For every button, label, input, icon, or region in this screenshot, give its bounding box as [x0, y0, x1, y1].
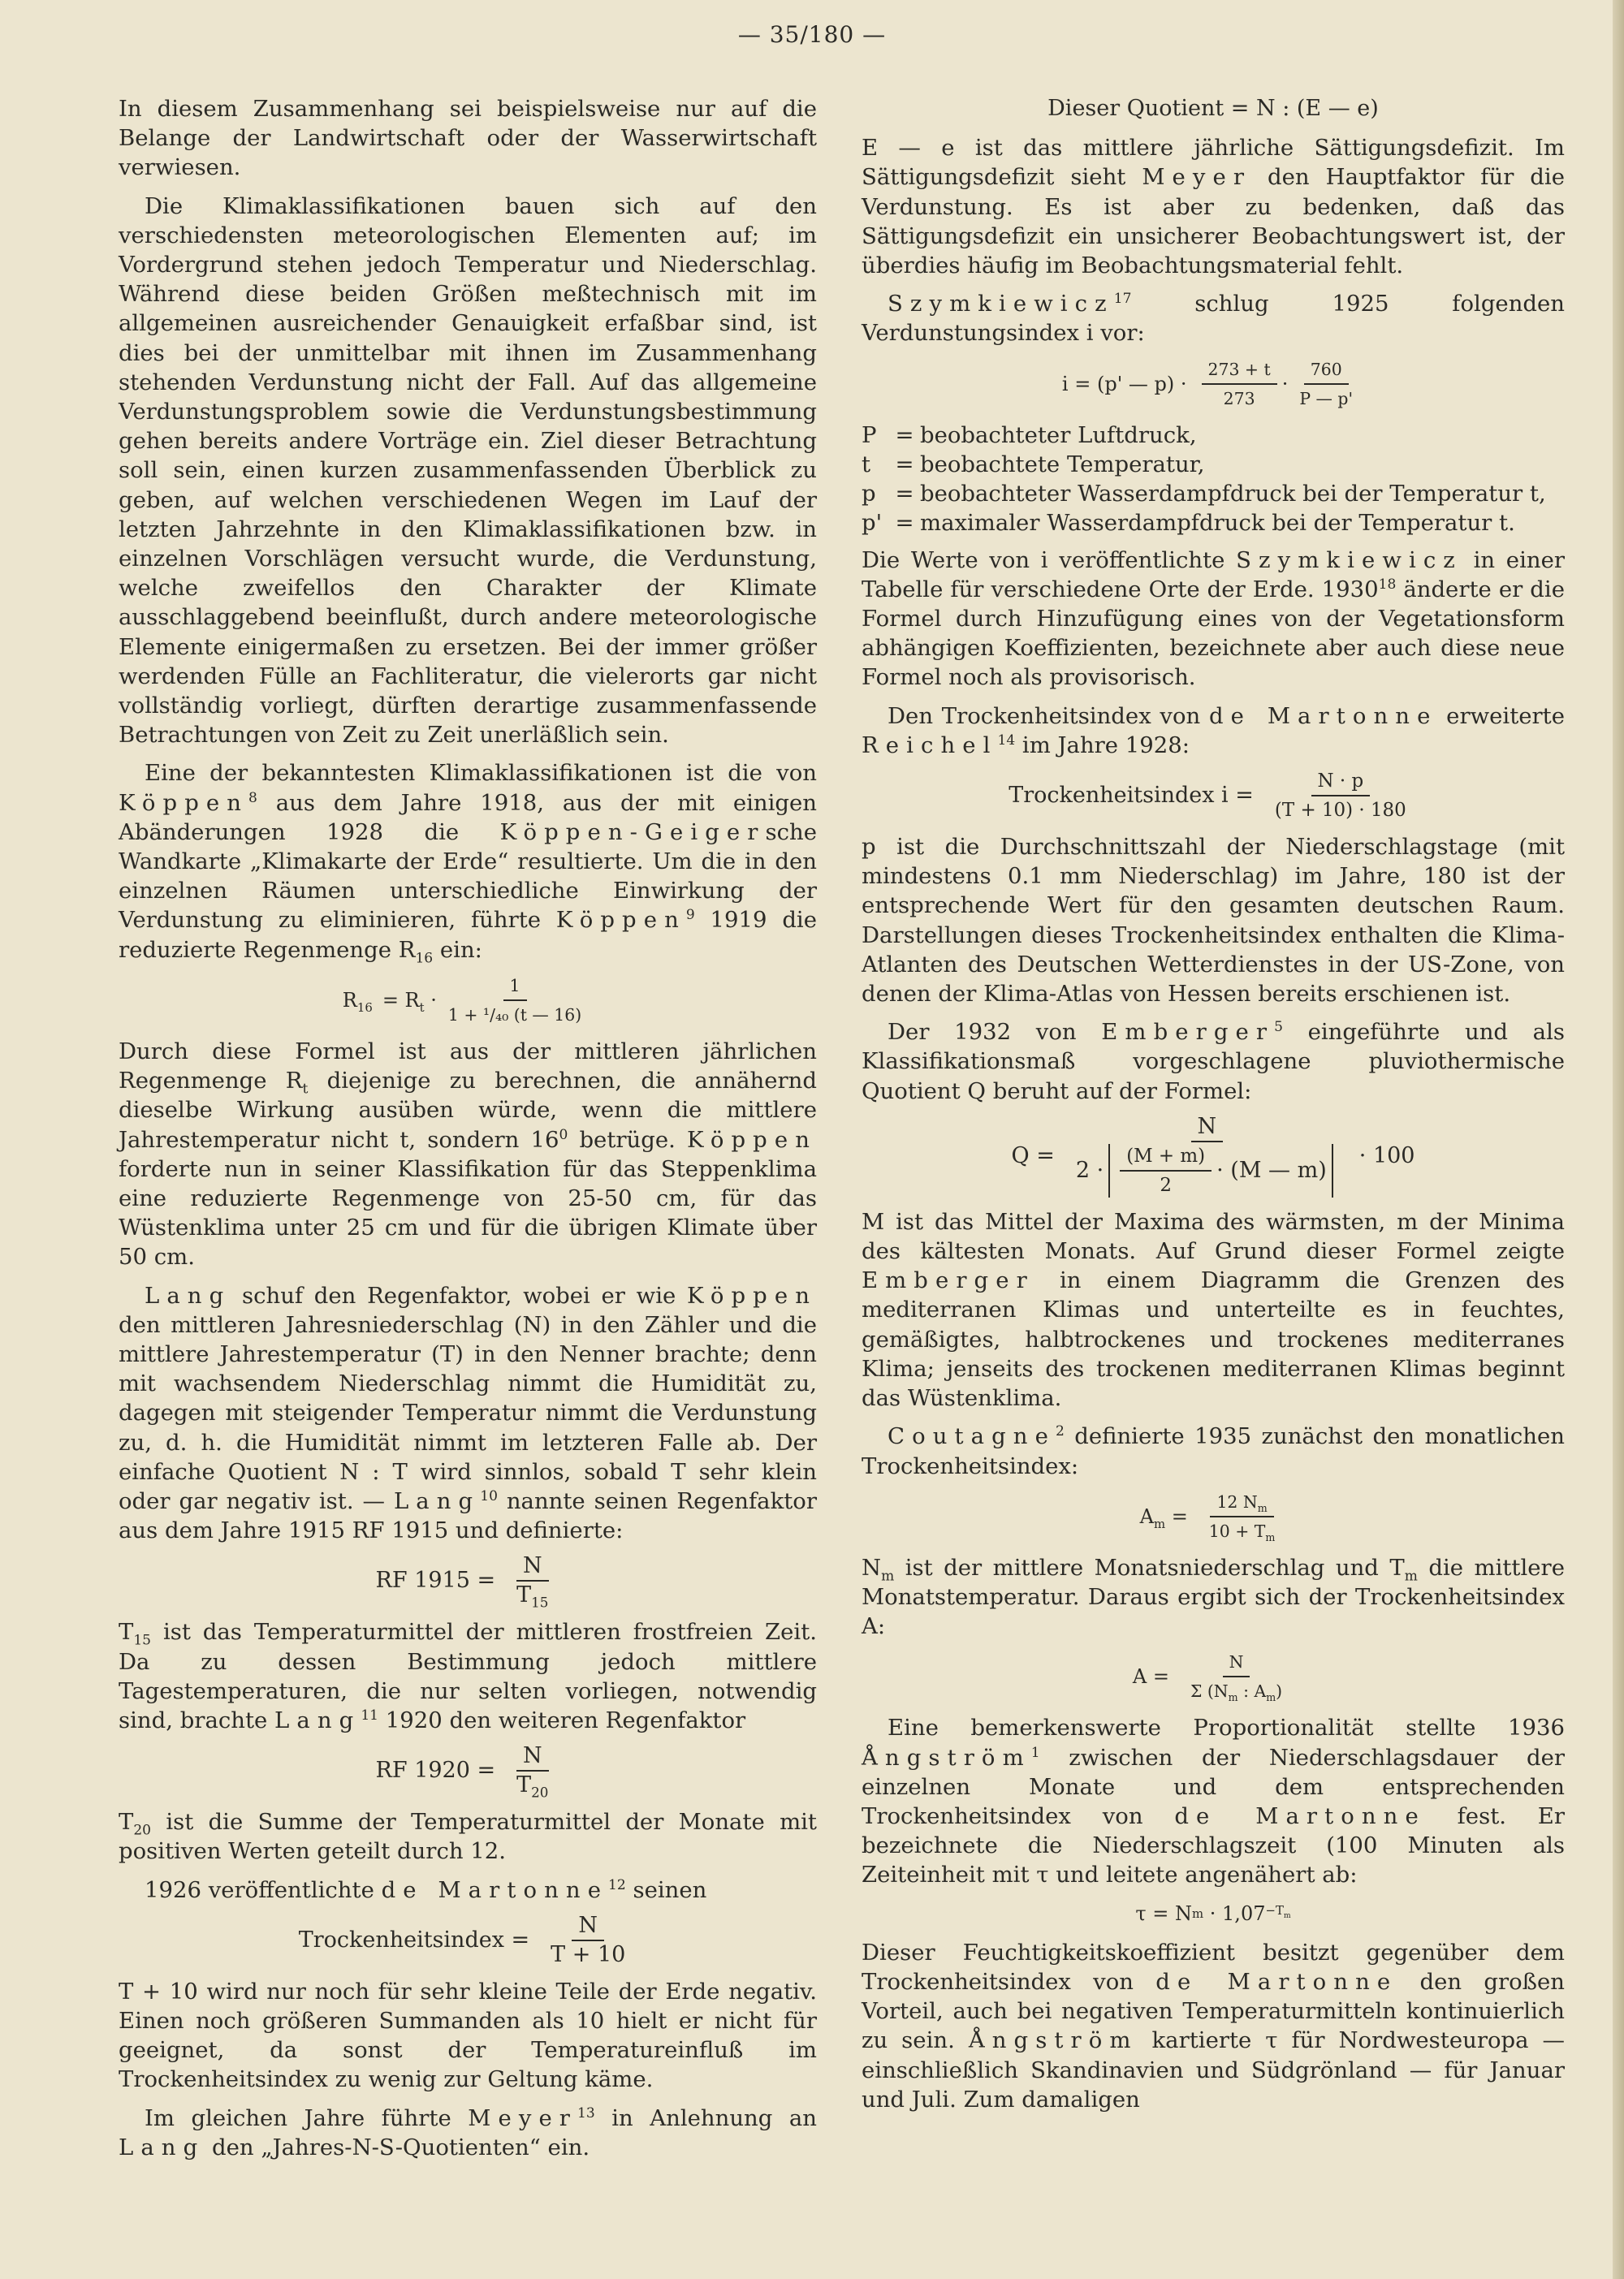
fraction: $\frac{N}{\Sigma (N_m : A_m)}$ [1184, 1650, 1289, 1703]
formula-rf-1915: RF 1915 = $\frac{N}{T_{15}}$ [119, 1554, 817, 1608]
paragraph: p ist die Durchschnittszahl der Niederschlagstage (mit mindestens 0.1 mm Niederschlag) im Jahre, 180 ist der entsprechende Wert für den gesamten deutschen Raum. Darstellungen dieses Trockenheitsindex enthalten die Klima-Atlanten des Deutschen Wetterdienstes in der US-Zone, von denen der Klima-Atlas von Hessen bereits erschienen ist. [862, 834, 1565, 1008]
author-name: Coutagne [888, 1423, 1056, 1450]
paragraph: Im gleichen Jahre führte Meyer$^{13}$ in Anlehnung an Lang den „Jahres-N-S-Quotienten“ ein. [119, 2104, 817, 2160]
author-name: Ångström [968, 2027, 1138, 2054]
footnote-ref: 13 [577, 2104, 595, 2121]
fraction: $\frac{1}{\text{1 + ¹/₄₀ (t — 16)}}$ [442, 973, 588, 1027]
paragraph: 1926 veröffentlichte de Martonne$^{12}$ seinen [145, 1876, 707, 1903]
footnote-ref: 11 [361, 1707, 378, 1724]
fraction: $\frac{N}{T_{20}}$ [516, 1743, 549, 1801]
formula-reduced-rain: $R_{16}$ = $R_t$ · $\frac{1}{\text{1 + ¹/₄₀ (t — 16)}}$ [119, 973, 817, 1027]
footnote-ref: 5 [1274, 1019, 1283, 1036]
author-name: Köppen [686, 1282, 817, 1309]
formula-trockenheitsindex: Trockenheitsindex = $\frac{N}{T + 10}$ [119, 1914, 817, 1967]
paragraph: Lang schuf den Regenfaktor, wobei er wie Köppen den mittleren Jahresniederschlag (N) in den Zähler und die mittlere Jahrestemperatur (T) in den Nenner brachte; denn mit wachsendem Niederschlag nimmt die Humidität zu, dagegen mit steigender Temperatur nimmt die Verdunstung zu, d. h. die Humidität nimmt im letzteren Falle ab. Der einfache Quotient N : T wird sinnlos, sobald T sehr klein oder gar negativ ist. — Lang$^{10}$ nannte seinen Regenfaktor aus dem Jahre 1915 RF 1915 und definierte: [119, 1282, 817, 1544]
fraction: $\frac{12 N_m}{10 + T_m}$ [1203, 1490, 1282, 1543]
right-column [862, 94, 1565, 2123]
definition-item: P = beobachteter Luftdruck, [862, 421, 1197, 448]
paragraph: Szymkiewicz$^{17}$ schlug 1925 folgenden Verdunstungsindex i vor: [862, 291, 1565, 347]
author-name: Szymkiewicz [1236, 546, 1462, 573]
definition-item: p = beobachteter Wasserdampfdruck bei der Temperatur t, [862, 480, 1546, 507]
paragraph: Den Trockenheitsindex von de Martonne erweiterte Reichel$^{14}$ im Jahre 1928: [862, 702, 1565, 758]
author-name: Lang [145, 1282, 231, 1309]
paragraph: Eine der bekanntesten Klimaklassifikationen ist die von Köppen$^8$ aus dem Jahre 1918, aus der mit einigen Abänderungen 1928 die Köppen-Geigersche Wandkarte „Klimakarte der Erde“ resultierte. Um die in den einzelnen Räumen unterschiedliche Einwirkung der Verdunstung zu eliminieren, führte Köppen$^9$ 1919 die reduzierte Regenmenge $R_{16}$ ein: [119, 760, 817, 967]
footnote-ref: 10 [480, 1487, 498, 1504]
formula-coutagne-annual: A = $\frac{N}{\Sigma (N_m : A_m)}$ [862, 1650, 1565, 1703]
paragraph: Eine bemerkenswerte Proportionalität stellte 1936 Ångström$^1$ zwischen der Niederschlagsdauer der einzelnen Monate und dem entsprechenden Trockenheitsindex von de Martonne fest. Er bezeichnete die Niederschlagszeit (100 Minuten als Zeiteinheit mit τ und leitete angenähert ab: [862, 1715, 1565, 1888]
fraction: $\frac{(M + m)}{2}$ [1120, 1144, 1212, 1198]
author-name: Emberger [1101, 1019, 1275, 1046]
definition-item: p' = maximaler Wasserdampfdruck bei der Temperatur t. [862, 509, 1515, 536]
formula-meyer-quotient: Dieser Quotient = N : (E — e) [1047, 96, 1379, 121]
author-name: de Martonne [1208, 702, 1438, 729]
author-name: de Martonne [1155, 1968, 1398, 1995]
footnote-ref: 2 [1055, 1423, 1065, 1440]
footnote-ref: 1 [1030, 1744, 1040, 1761]
author-name: Reichel [862, 732, 998, 758]
formula-rf-1920: RF 1920 = $\frac{N}{T_{20}}$ [119, 1744, 817, 1798]
footnote-ref: 9 [685, 907, 695, 924]
paragraph: M ist das Mittel der Maxima des wärmsten, m der Minima des kältesten Monats. Auf Grund dieser Formel zeigte Emberger in einem Diagramm die Grenzen des mediterranen Klimas und unterteilte es in feuchtes, gemäßigtes, halbtrockenes und trockenes mediterranes Klima; jenseits des trockenen mediterranen Klimas beginnt das Wüstenklima. [862, 1208, 1565, 1412]
formula-coutagne-monthly: $A_m$ = $\frac{12 N_m}{10 + T_m}$ [862, 1490, 1565, 1543]
left-column [119, 94, 817, 2171]
footnote-ref: 12 [608, 1876, 626, 1893]
bracket: $\frac{(M + m)}{2}$ · (M — m) [1108, 1144, 1333, 1198]
footnote-ref: 8 [248, 789, 257, 806]
paragraph: Der 1932 von Emberger$^5$ eingeführte und als Klassifikationsmaß vorgeschlagene pluviothermische Quotient Q beruht auf der Formel: [862, 1019, 1565, 1104]
fraction: N 2 · $\frac{(M + m)}{2}$ · (M — m) [1069, 1115, 1345, 1198]
author-name: Meyer [1142, 164, 1252, 191]
footnote-ref: 17 [1113, 291, 1132, 308]
author-name: de Martonne [1174, 1802, 1426, 1829]
formula-reichel: Trockenheitsindex i = $\frac{N \cdot p}{(T + 10) \cdot 180}$ [862, 769, 1565, 822]
paragraph: In diesem Zusammenhang sei beispielsweise nur auf die Belange der Landwirtschaft oder der Wasserwirtschaft verwiesen. [119, 96, 817, 181]
paragraph: $T_{15}$ ist das Temperaturmittel der mittleren frostfreien Zeit. Da zu dessen Bestimmung jedoch mittlere Tagestemperaturen, die nur selten vorliegen, notwendig sind, brachte Lang$^{11}$ 1920 den weiteren Regenfaktor [119, 1619, 817, 1733]
paragraph: $T_{20}$ ist die Summe der Temperaturmittel der Monate mit positiven Werten geteilt durch 12. [119, 1809, 817, 1865]
paragraph: Coutagne$^2$ definierte 1935 zunächst den monatlichen Trockenheitsindex: [862, 1423, 1565, 1479]
formula-verdunstungsindex: i = (p' — p) · $\frac{273 + t}{273}$ · $\frac{760}{P — p'}$ [862, 357, 1565, 411]
paragraph: T + 10 wird nur noch für sehr kleine Teile der Erde negativ. Einen noch größeren Summanden als 10 hielt er nicht für geeignet, da sonst der Temperatureinfluß im Trockenheitsindex zu wenig zur Geltung käme. [119, 1978, 817, 2093]
paragraph: Durch diese Formel ist aus der mittleren jährlichen Regenmenge $R_t$ diejenige zu berechnen, die annähernd dieselbe Wirkung ausüben würde, wenn die mittlere Jahrestemperatur nicht t, sondern $16^0$ betrüge. Köppen forderte nun in seiner Klassifikation für das Steppenklima eine reduzierte Regenmenge von 25-50 cm, für das Wüstenklima unter 25 cm und für die übrigen Klimate über 50 cm. [119, 1038, 817, 1271]
author-name: Szymkiewicz [888, 291, 1114, 317]
author-name: Emberger [862, 1267, 1034, 1294]
formula-angstrom: τ = N m · 1,07 $-T_m$ [1135, 1901, 1291, 1925]
fraction: $\frac{N}{T_{15}}$ [516, 1553, 549, 1611]
footnote-ref: 18 [1378, 576, 1397, 593]
author-name: Meyer [468, 2104, 578, 2131]
author-name: Ångström [862, 1744, 1031, 1771]
page-number: — 35/180 — [737, 21, 887, 48]
author-name: Köppen [686, 1126, 817, 1153]
author-name: Lang [393, 1487, 481, 1514]
author-name: Köppen [555, 907, 686, 934]
paragraph: Dieser Feuchtigkeitskoeffizient besitzt gegenüber dem Trockenheitsindex von de Martonne den großen Vorteil, auch bei negativen Temperaturmitteln kontinuierlich zu sein. Ångström kartierte τ für Nordwesteuropa — einschließlich Skandinavien und Südgrönland — für Januar und Juli. Zum damaligen [862, 1939, 1566, 2113]
author-name: Lang [119, 2134, 205, 2160]
definition-list [862, 421, 1565, 537]
author-name: Köppen-Geiger [499, 818, 766, 845]
fraction: $\frac{273 + t}{273}$ [1202, 357, 1277, 411]
paragraph: Die Werte von i veröffentlichte Szymkiewicz in einer Tabelle für verschiedene Orte der Erde. 1930$^{18}$ änderte er die Formel durch Hinzufügung eines von der Vegetationsform abhängigen Koeffizienten, bezeichnete aber auch diese neue Formel noch als provisorisch. [862, 546, 1566, 691]
footnote-ref: 14 [997, 732, 1016, 749]
paragraph: E — e ist das mittlere jährliche Sättigungsdefizit. Im Sättigungsdefizit sieht Meyer den Hauptfaktor für die Verdunstung. Es ist aber zu bedenken, daß das Sättigungsdefizit ein unsicherer Beobachtungswert ist, der überdies häufig im Beobachtungsmaterial fehlt. [862, 135, 1565, 279]
paragraph: $N_m$ ist der mittlere Monatsniederschlag und $T_m$ die mittlere Monatstemperatur. Daraus ergibt sich der Trockenheitsindex A: [862, 1554, 1565, 1640]
author-name: Köppen [119, 789, 249, 816]
fraction: $\frac{760}{P — p'}$ [1293, 357, 1359, 411]
author-name: Lang [274, 1707, 361, 1733]
author-name: de Martonne [381, 1876, 609, 1903]
fraction: $\frac{N}{T + 10}$ [551, 1912, 626, 1967]
page-edge [1613, 0, 1624, 2279]
fraction: $\frac{N \cdot p}{(T + 10) \cdot 180}$ [1274, 770, 1406, 822]
formula-emberger: Q = N 2 · $\frac{(M + m)}{2}$ · (M — m) · 100 [1011, 1113, 1415, 1196]
paragraph: Die Klimaklassifikationen bauen sich auf den verschiedensten meteorologischen Elementen auf; im Vordergrund stehen jedoch Temperatur und Niederschlag. Während diese beiden Größen meßtechnisch mit im allgemeinen ausreichender Genauigkeit erfaßbar sind, ist dies bei der unmittelbar mit ihnen im Zusammenhang stehenden Verdunstung nicht der Fall. Auf das allgemeine Verdunstungsproblem sowie die Verdunstungsbestimmung gehen bereits andere Vorträge ein. Ziel dieser Betrachtung soll sein, einen kurzen zusammenfassenden Überblick zu geben, auf welchen verschiedenen Wegen im Lauf der letzten Jahrzehnte in den Klimaklassifikationen bzw. in einzelnen Vorschlägen versucht wurde, die Verdunstung, welche zweifellos den Charakter der Klimate ausschlaggebend beeinflußt, durch andere meteorologische Elemente einigermaßen zu ersetzen. Bei der immer größer werdenden Fülle an Fachliteratur, die vielerorts gar nicht vollständig vorliegt, dürften derartige zusammenfassende Betrachtungen von Zeit zu Zeit unerläßlich sein. [119, 192, 817, 749]
definition-item: t = beobachtete Temperatur, [862, 451, 1205, 477]
